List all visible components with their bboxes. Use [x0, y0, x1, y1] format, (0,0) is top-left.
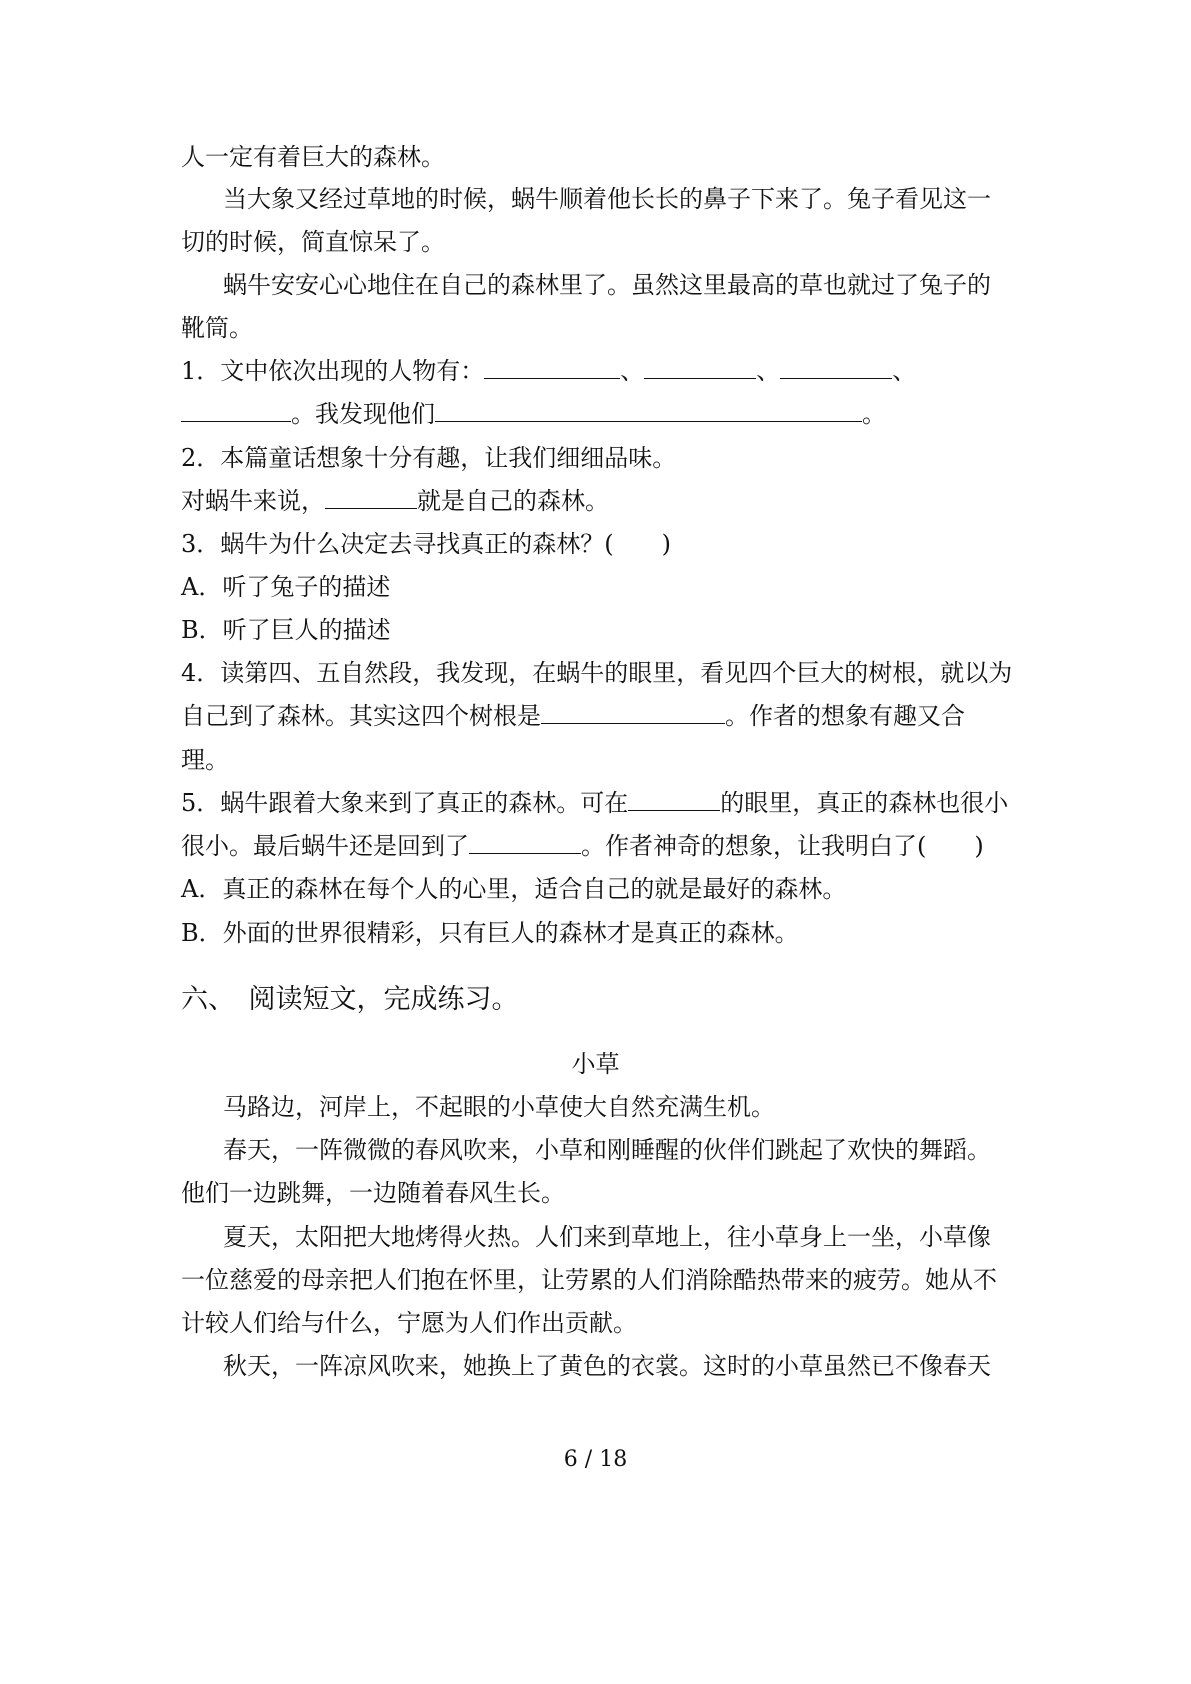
answer-blank[interactable]: [469, 831, 581, 854]
question-2-text: 2．本篇童话想象十分有趣，让我们细细品味。: [181, 444, 677, 472]
question-3-option-b: B．听了巨人的描述: [181, 616, 391, 644]
section-heading: 六、 阅读短文，完成练习。: [181, 984, 519, 1015]
question-1-line-1: 1．文中依次出现的人物有： 、 、 、: [181, 357, 917, 385]
passage-text-line: 春天，一阵微微的春风吹来，小草和刚睡醒的伙伴们跳起了欢快的舞蹈。: [223, 1136, 991, 1164]
answer-blank[interactable]: [181, 399, 291, 422]
passage-text-line: 马路边，河岸上，不起眼的小草使大自然充满生机。: [223, 1093, 775, 1121]
question-3-option-a: A．听了兔子的描述: [181, 573, 391, 601]
passage-text-line: 计较人们给与什么，宁愿为人们作出贡献。: [181, 1309, 637, 1337]
answer-blank[interactable]: [780, 356, 892, 379]
question-4-line-3: 理。: [181, 746, 229, 774]
answer-blank[interactable]: [541, 701, 725, 724]
passage-text-line: 切的时候，简直惊呆了。: [181, 228, 445, 256]
answer-blank[interactable]: [435, 399, 862, 422]
passage-text-line: 一位慈爱的母亲把人们抱在怀里，让劳累的人们消除酷热带来的疲劳。她从不: [181, 1266, 997, 1294]
passage-text-line: 当大象又经过草地的时候，蜗牛顺着他长长的鼻子下来了。兔子看见这一: [223, 185, 991, 213]
answer-blank[interactable]: [325, 486, 417, 509]
passage-text-line: 蜗牛安安心心地住在自己的森林里了。虽然这里最高的草也就过了兔子的: [223, 271, 991, 299]
passage-text-line: 秋天，一阵凉风吹来，她换上了黄色的衣裳。这时的小草虽然已不像春天: [223, 1352, 991, 1380]
question-5-option-b: B．外面的世界很精彩，只有巨人的森林才是真正的森林。: [181, 919, 799, 947]
question-5-option-a: A．真正的森林在每个人的心里，适合自己的就是最好的森林。: [181, 875, 847, 903]
passage-title: 小草: [571, 1050, 620, 1078]
question-1-prefix: 1．文中依次出现的人物有：: [181, 357, 485, 385]
question-1-line-2: 。我发现他们 。: [181, 399, 1021, 429]
passage-text-line: 夏天，太阳把大地烤得火热。人们来到草地上，往小草身上一坐，小草像: [223, 1223, 991, 1251]
answer-blank[interactable]: [484, 356, 620, 379]
question-2-fill: 对蜗牛来说， 就是自己的森林。: [181, 487, 609, 515]
page-number: 6 / 18: [563, 1447, 628, 1472]
question-5-line-2: 很小。最后蜗牛还是回到了 。作者神奇的想象，让我明白了( ): [181, 832, 984, 860]
passage-text-line: 他们一边跳舞，一边随着春风生长。: [181, 1179, 565, 1207]
question-4-line-2: 自己到了森林。其实这四个树根是 。作者的想象有趣又合: [181, 702, 965, 730]
passage-text-line: 靴筒。: [181, 314, 253, 342]
question-5-line-1: 5．蜗牛跟着大象来到了真正的森林。可在 的眼里，真正的森林也很小: [181, 789, 1009, 817]
answer-blank[interactable]: [628, 788, 720, 811]
question-4-line-1: 4．读第四、五自然段，我发现，在蜗牛的眼里，看见四个巨大的树根，就以为: [181, 659, 1013, 687]
passage-text-line: 人一定有着巨大的森林。: [181, 143, 445, 171]
question-3-text: 3．蜗牛为什么决定去寻找真正的森林？( ): [181, 530, 671, 558]
answer-blank[interactable]: [644, 356, 756, 379]
